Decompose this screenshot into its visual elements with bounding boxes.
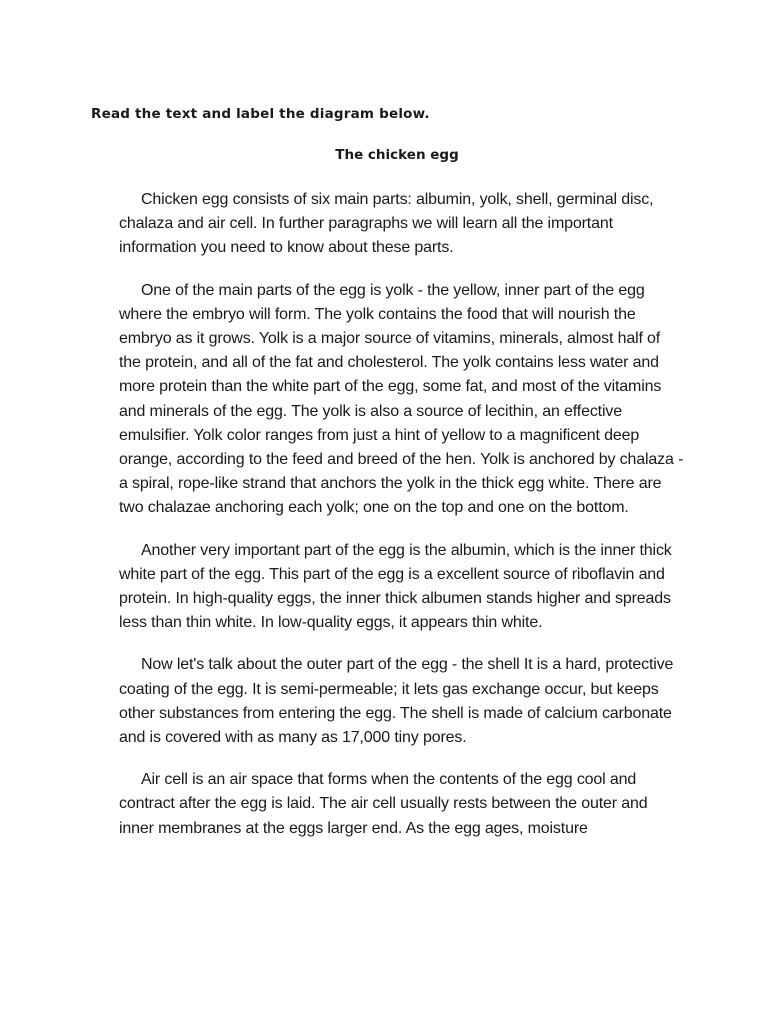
instruction-text: Read the text and label the diagram below. — [91, 106, 430, 122]
paragraph-albumin: Another very important part of the egg is the albumin, which is the inner thick white part of the egg. This part of the egg is a excellent source of riboflavin and protein. In high-quality eggs, the inner thick albumen stands higher and spreads less than thin white. In low-quality eggs, it appears thin white. — [119, 541, 672, 632]
body-text — [119, 188, 685, 859]
paragraph-shell: Now let's talk about the outer part of the egg - the shell It is a hard, protective coating of the egg. It is semi-permeable; it lets gas exchange occur, but keeps other substances from entering the egg. The shell is made of calcium carbonate and is covered with as many as 17,000 tiny pores. — [119, 656, 674, 747]
paragraph-intro: Chicken egg consists of six main parts: albumin, yolk, shell, germinal disc, chalaza and air cell. In further paragraphs we will learn all the important information you need to know about these parts. — [119, 191, 654, 257]
paragraph-yolk: One of the main parts of the egg is yolk - the yellow, inner part of the egg where the embryo will form. The yolk contains the food that will nourish the embryo as it grows. Yolk is a major source of vitamins, minerals, almost half of the protein, and all of the fat and cholesterol. The yolk contains less water and more protein than the white part of the egg, some fat, and most of the vitamins and minerals of the egg. The yolk is also a source of lecithin, an effective emulsifier. Yolk color ranges from just a hint of yellow to a magnificent deep orange, according to the feed and breed of the hen. Yolk is anchored by chalaza - a spiral, rope-like strand that anchors the yolk in the thick egg white. There are two chalazae anchoring each yolk; one on the top and one on the bottom. — [119, 281, 684, 517]
page-title: The chicken egg — [335, 147, 459, 163]
paragraph-air-cell: Air cell is an air space that forms when the contents of the egg cool and contract after the egg is laid. The air cell usually rests between the outer and inner membranes at the eggs larger end. As the egg ages, moisture — [119, 771, 648, 837]
